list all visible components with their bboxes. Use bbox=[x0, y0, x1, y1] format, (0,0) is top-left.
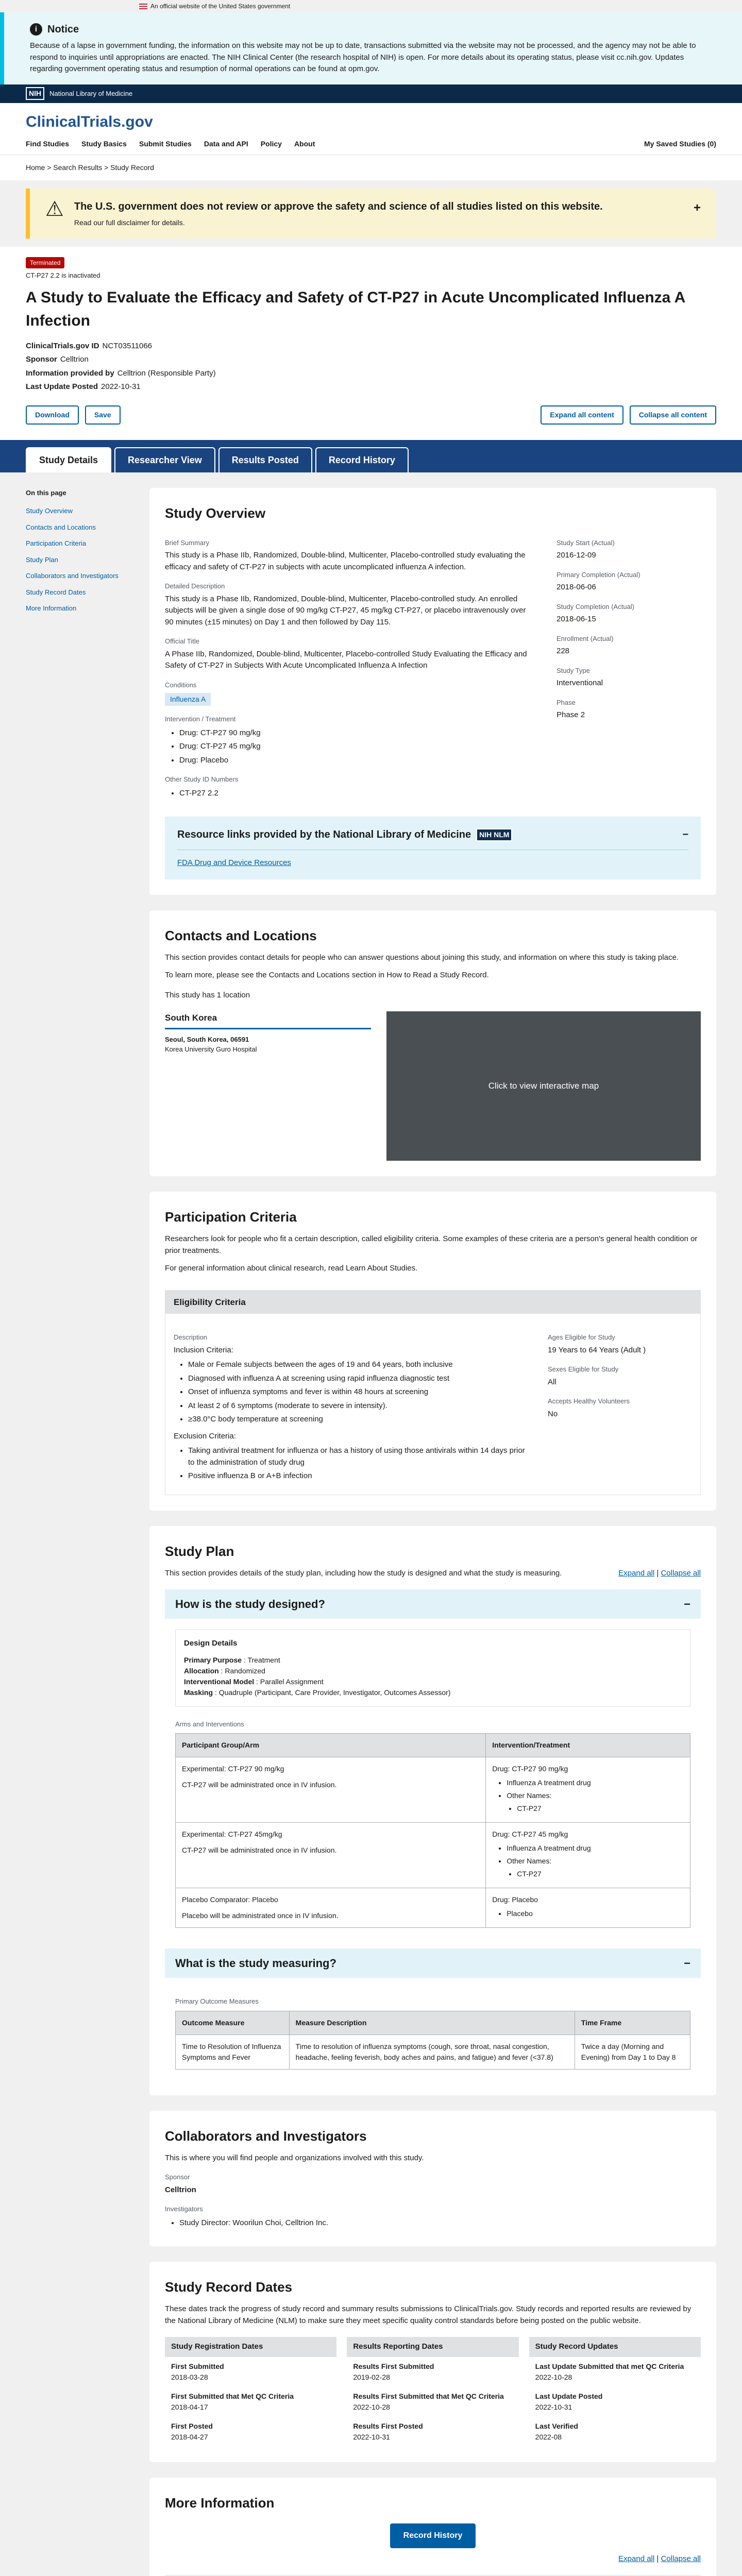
save-button[interactable]: Save bbox=[85, 405, 121, 425]
outcome-desc: Time to resolution of influenza symptoms (cough, sore throat, nasal congestion, headache, feeling feverish, body aches and pains, and fatigue) and fever (<37.8) bbox=[289, 2035, 575, 2069]
info-label: Information provided by bbox=[26, 368, 114, 378]
participation-title: Participation Criteria bbox=[165, 1209, 297, 1225]
purpose-value: Treatment bbox=[247, 1655, 280, 1664]
arms-table bbox=[175, 1733, 690, 1928]
inclusion-item: • At least 2 of 6 symptoms (moderate to severe in intensity). bbox=[188, 1400, 532, 1412]
nav-find-studies[interactable]: Find Studies bbox=[26, 139, 69, 148]
nct-id: NCT03511066 bbox=[102, 341, 152, 350]
arm-drug-item: • CT-P27 bbox=[517, 1869, 684, 1879]
arms-label: Arms and Interventions bbox=[175, 1720, 244, 1728]
date-value: 2018-04-17 bbox=[171, 2402, 208, 2411]
measure-accordion-header[interactable] bbox=[165, 1948, 701, 1978]
contacts-title: Contacts and Locations bbox=[165, 927, 317, 943]
design-details-title: Design Details bbox=[184, 1639, 238, 1648]
status-badge: Terminated bbox=[26, 257, 64, 268]
location-map[interactable] bbox=[386, 1011, 701, 1161]
last-update-label: Last Update Posted bbox=[26, 382, 98, 391]
study-start-value: 2016-12-09 bbox=[556, 551, 596, 560]
inclusion-item: • ≥38.0°C body temperature at screening bbox=[188, 1414, 532, 1426]
collaborators-section bbox=[149, 2111, 716, 2247]
more-expand-link[interactable]: Expand all bbox=[618, 2554, 655, 2563]
collapse-all-button[interactable]: Collapse all content bbox=[630, 405, 716, 425]
arm-name: Experimental: CT-P27 45mg/kg bbox=[182, 1830, 282, 1838]
study-tabs bbox=[0, 440, 742, 472]
outcome-time: Twice a day (Morning and Evening) from Day 1 to Day 8 bbox=[575, 2035, 690, 2069]
sponsor-value: Celltrion bbox=[60, 355, 89, 364]
more-collapse-link[interactable]: Collapse all bbox=[661, 2554, 701, 2563]
date-value: 2022-10-28 bbox=[353, 2402, 390, 2411]
registration-dates bbox=[165, 2337, 336, 2447]
study-meta bbox=[26, 341, 716, 393]
primary-completion-value: 2018-06-06 bbox=[556, 583, 596, 591]
toc-title: On this page bbox=[26, 488, 66, 497]
investigators-label: Investigators bbox=[165, 2205, 203, 2213]
nav-about[interactable]: About bbox=[294, 139, 315, 148]
date-value: 2019-02-28 bbox=[353, 2372, 390, 2381]
description-label: Description bbox=[174, 1333, 208, 1341]
nct-label: ClinicalTrials.gov ID bbox=[26, 341, 99, 350]
gov-banner-text: An official website of the United States government bbox=[150, 3, 291, 10]
eligibility-box bbox=[165, 1290, 701, 1495]
more-info-section: More Information Record History Expand all | Collapse all bbox=[149, 2478, 716, 2576]
toc-item-plan[interactable]: Study Plan bbox=[26, 555, 58, 564]
tab-record-history[interactable]: Record History bbox=[315, 447, 409, 472]
dates-title: Study Record Dates bbox=[165, 2279, 293, 2295]
date-label: First Submitted bbox=[171, 2362, 224, 2370]
arm-desc: CT-P27 will be administrated once in IV infusion. bbox=[182, 1781, 337, 1789]
date-label: Results First Posted bbox=[353, 2421, 423, 2430]
study-completion-value: 2018-06-15 bbox=[556, 615, 596, 623]
download-button[interactable]: Download bbox=[26, 405, 79, 425]
eligibility-title: Eligibility Criteria bbox=[165, 1291, 700, 1314]
date-value: 2022-10-28 bbox=[535, 2372, 572, 2381]
study-type-label: Study Type bbox=[556, 666, 590, 674]
condition-tag[interactable]: Influenza A bbox=[165, 693, 211, 706]
outcome-label: Primary Outcome Measures bbox=[175, 1997, 259, 2005]
date-value: 2018-04-27 bbox=[171, 2432, 208, 2441]
study-overview-section bbox=[149, 488, 716, 895]
inclusion-item: • Diagnosed with influenza A at screening using rapid influenza diagnostic test bbox=[188, 1373, 532, 1385]
arm-name: Experimental: CT-P27 90 mg/kg bbox=[182, 1765, 284, 1773]
sponsor-label: Sponsor bbox=[26, 355, 57, 364]
arm-desc: Placebo will be administrated once in IV infusion. bbox=[182, 1911, 339, 1920]
arm-drug-item: • CT-P27 bbox=[517, 1803, 684, 1814]
disclaimer-title: The U.S. government does not review or approve the safety and science of all studies listed on this website. bbox=[74, 200, 603, 212]
toc-item-dates[interactable]: Study Record Dates bbox=[26, 588, 86, 596]
toc-item-overview[interactable]: Study Overview bbox=[26, 507, 73, 515]
design-question[interactable]: How is the study designed? bbox=[175, 1598, 325, 1611]
study-completion-label: Study Completion (Actual) bbox=[556, 602, 635, 611]
interventions-label: Intervention / Treatment bbox=[165, 715, 236, 723]
collab-title: Collaborators and Investigators bbox=[165, 2128, 367, 2144]
overview-title: Study Overview bbox=[165, 505, 266, 521]
inclusion-label: Inclusion Criteria: bbox=[174, 1345, 233, 1354]
study-title: A Study to Evaluate the Efficacy and Safety of CT-P27 in Acute Uncomplicated Influenza A Infection bbox=[26, 289, 685, 329]
nlm-bar-text[interactable]: National Library of Medicine bbox=[49, 89, 133, 97]
design-accordion-header[interactable] bbox=[165, 1589, 701, 1619]
tab-results-posted[interactable]: Results Posted bbox=[218, 447, 312, 472]
ages-value: 19 Years to 64 Years (Adult ) bbox=[548, 1345, 646, 1354]
more-title: More Information bbox=[165, 2495, 275, 2511]
exclusion-item: • Positive influenza B or A+B infection bbox=[188, 1470, 532, 1482]
arm-desc: CT-P27 will be administrated once in IV infusion. bbox=[182, 1846, 337, 1854]
plan-body: This section provides details of the study plan, including how the study is designed and what the study is measuring. bbox=[165, 1568, 562, 1578]
sexes-value: All bbox=[548, 1377, 556, 1386]
design-accordion bbox=[165, 1589, 701, 1938]
date-value: 2022-08 bbox=[535, 2432, 562, 2441]
official-title-label: Official Title bbox=[165, 637, 199, 645]
dates-col-title: Study Record Updates bbox=[529, 2337, 701, 2357]
expand-all-button[interactable]: Expand all content bbox=[541, 405, 623, 425]
page-body bbox=[0, 472, 742, 2576]
purpose-label: Primary Purpose bbox=[184, 1655, 242, 1664]
date-value: 2018-03-28 bbox=[171, 2372, 208, 2381]
date-label: Last Verified bbox=[535, 2421, 578, 2430]
brief-summary: This study is a Phase IIb, Randomized, Double-blind, Multicenter, Placebo-controlled study evaluating the efficacy and safety of CT-P27 in subjects with acute uncomplicated influenza A infection. bbox=[165, 551, 526, 571]
contacts-section bbox=[149, 910, 716, 1177]
dates-col-title: Results Reporting Dates bbox=[347, 2337, 518, 2357]
measure-question[interactable]: What is the study measuring? bbox=[175, 1957, 336, 1970]
nlm-bar bbox=[0, 84, 742, 103]
arm-name: Placebo Comparator: Placebo bbox=[182, 1895, 278, 1904]
plan-expand-link[interactable]: Expand all bbox=[618, 1568, 655, 1578]
on-this-page-nav bbox=[26, 488, 134, 2576]
nav-submit-studies[interactable]: Submit Studies bbox=[139, 139, 192, 148]
detailed-description: This study is a Phase IIb, Randomized, Double-blind, Multicenter, Placebo-controlled study. An enrolled subjects will be given a single dose of 90 mg/kg CT-P27, 45 mg/kg CT-P27, or placebo intravenously over 90 minutes (±15 minutes) on Day 1 and then followed by Day 115. bbox=[165, 594, 526, 626]
intervention-item: • Drug: CT-P27 45 mg/kg bbox=[179, 741, 536, 753]
arm-drug: Drug: Placebo bbox=[492, 1895, 538, 1904]
measure-accordion bbox=[165, 1948, 701, 2080]
date-value: 2022-10-31 bbox=[535, 2402, 572, 2411]
overview-sidebar bbox=[556, 530, 701, 802]
contacts-learn: To learn more, please see the Contacts and Locations section in How to Read a Study Record. bbox=[165, 971, 489, 979]
info-icon: i bbox=[30, 23, 42, 36]
nlm-resources bbox=[165, 817, 701, 879]
site-city: Seoul, South Korea, 06591 bbox=[165, 1035, 249, 1043]
results-dates bbox=[347, 2337, 518, 2447]
intervention-item: • Drug: CT-P27 90 mg/kg bbox=[179, 727, 536, 739]
inclusion-item: • Male or Female subjects between the ages of 19 and 64 years, both inclusive bbox=[188, 1359, 532, 1371]
model-label: Interventional Model bbox=[184, 1677, 255, 1686]
arm-drug-item: • Influenza A treatment drug bbox=[507, 1843, 684, 1854]
info-value: Celltrion (Responsible Party) bbox=[117, 368, 216, 378]
record-history-button[interactable]: Record History bbox=[390, 2523, 476, 2548]
participation-body: Researchers look for people who fit a certain description, called eligibility criteria. Some examples of these criteria are a person's general health condition or prior treatments. bbox=[165, 1234, 698, 1255]
outcome-header: Measure Description bbox=[289, 2011, 575, 2035]
gov-banner bbox=[0, 0, 742, 12]
saved-studies-link[interactable]: My Saved Studies (0) bbox=[644, 139, 716, 148]
nav-data-api[interactable]: Data and API bbox=[204, 139, 248, 148]
phase-value: Phase 2 bbox=[556, 710, 585, 719]
dates-body: These dates track the progress of study record and summary results submissions to ClinicalTrials.gov. Study records and reported results are reviewed by the National Library of Medicine (NLM) to make sure they meet specific quality control standards before being posted on the public website. bbox=[165, 2304, 692, 2325]
country-heading: South Korea bbox=[165, 1011, 371, 1029]
collapse-minus-icon[interactable]: − bbox=[684, 1598, 690, 1611]
participation-general: For general information about clinical research, read Learn About Studies. bbox=[165, 1264, 418, 1273]
date-label: First Posted bbox=[171, 2421, 213, 2430]
main-nav bbox=[26, 139, 716, 155]
map-label[interactable]: Click to view interactive map bbox=[488, 1081, 599, 1091]
design-details-box: Design Details Primary Purpose : Treatment Allocation : Randomized Interventional Model : Parallel Assignment Masking : Quadruple (Participant, Care Provider, Investigator, Outcomes Assessor) bbox=[175, 1629, 690, 1707]
toc-item-participation[interactable]: Participation Criteria bbox=[26, 539, 87, 547]
site-header bbox=[0, 103, 742, 155]
funding-notice bbox=[0, 12, 742, 84]
location-count: This study has 1 location bbox=[165, 990, 250, 999]
arm-drug: Drug: CT-P27 45 mg/kg bbox=[492, 1830, 568, 1838]
conditions-label: Conditions bbox=[165, 681, 197, 689]
table-row bbox=[176, 1757, 690, 1823]
outcome-measure: Time to Resolution of Influenza Symptoms and Fever bbox=[176, 2035, 290, 2069]
collab-sponsor: Celltrion bbox=[165, 2185, 196, 2194]
arms-header-group: Participant Group/Arm bbox=[176, 1734, 486, 1757]
study-plan-section: Study Plan This section provides details of the study plan, including how the study is designed and what the study is measuring. Expand all | Collapse all How is the study designed? − Design Details Primary Purpose : Treatment Allocation : Randomized Interventional Model : Parallel Assignment Masking : Quadruple (Participant, Care Provider, Investigator, Outcomes Assessor) Arms and Interventions Participant Group/Arm Intervention/Treatment Experimental: CT-P27 90 mg/kg CT-P27 will be administrated once in IV infusion. Drug: CT-P27 90 mg/kg • Influenza A treatment drug • Other Names: • CT-P27 Experimental: CT-P27 45mg/kg CT-P27 will be administrated once in IV infusion. Drug: CT-P27 45 mg/kg • Influenza A treatment drug • Other Names: • CT-P27 Placebo Comparator: Placebo Placebo will be administrated once in IV infusion. Drug: Placebo • Placebo What is the study measuring? − Primary Outcome Measures Outcome Measure Measure Description Time Frame Time to Resolution of Influenza Symptoms and Fever Time to resolution of influenza symptoms (cough, sore throat, nasal congestion, headache, feeling feverish, body aches and pains, and fatigue) and fever (<37.8) Twice a day (Morning and Evening) from Day 1 to Day 8 bbox=[149, 1526, 716, 2095]
enrollment-value: 228 bbox=[556, 647, 570, 655]
plan-title: Study Plan bbox=[165, 1543, 234, 1559]
breadcrumb[interactable]: Home > Search Results > Study Record bbox=[0, 155, 742, 180]
contacts-body: This section provides contact details for people who can answer questions about joining this study, and information on where this study is taking place. bbox=[165, 953, 679, 962]
brief-summary-label: Brief Summary bbox=[165, 538, 209, 547]
outcome-header: Outcome Measure bbox=[176, 2011, 290, 2035]
toc-item-more-info[interactable]: More Information bbox=[26, 604, 77, 612]
collab-body: This is where you will find people and organizations involved with this study. bbox=[165, 2153, 424, 2162]
arms-header-intervention: Intervention/Treatment bbox=[486, 1734, 690, 1757]
ages-label: Ages Eligible for Study bbox=[548, 1333, 615, 1341]
dates-col-title: Study Registration Dates bbox=[165, 2337, 336, 2357]
main-content bbox=[149, 488, 716, 2576]
toc-item-contacts[interactable]: Contacts and Locations bbox=[26, 523, 96, 531]
outcome-table bbox=[175, 2011, 690, 2070]
date-value: 2022-10-31 bbox=[353, 2432, 390, 2441]
status-note: CT-P27 2.2 is inactivated bbox=[26, 272, 100, 279]
table-row bbox=[176, 1888, 690, 1928]
date-label: First Submitted that Met QC Criteria bbox=[171, 2392, 294, 2400]
exclusion-item: • Taking antiviral treatment for influenza or has a history of using those antivirals within 14 days prior to the administration of study drug bbox=[188, 1445, 532, 1468]
outcome-header: Time Frame bbox=[575, 2011, 690, 2035]
tab-researcher-view[interactable]: Researcher View bbox=[114, 447, 215, 472]
arm-drug-item: • Other Names: bbox=[507, 1790, 684, 1801]
model-value: Parallel Assignment bbox=[260, 1677, 324, 1686]
masking-label: Masking bbox=[184, 1688, 213, 1697]
disclaimer-body: Read our full disclaimer for details. bbox=[74, 218, 185, 227]
warning-icon: ⚠ bbox=[45, 197, 64, 221]
us-flag-icon bbox=[139, 4, 147, 9]
notice-body: Because of a lapse in government funding, the information on this website may not be up to date, transactions submitted via the website may not be processed, and the agency may not be able to respond to inquiries until appropriations are enacted. The NIH Clinical Center (the research hospital of NIH) is open. For more details about its operating status, please visit cc.nih.gov. Updates regarding government operating status and resumption of normal operations can be found at opm.gov. bbox=[30, 41, 696, 73]
sexes-label: Sexes Eligible for Study bbox=[548, 1365, 619, 1373]
volunteers-label: Accepts Healthy Volunteers bbox=[548, 1397, 630, 1405]
date-label: Last Update Posted bbox=[535, 2392, 603, 2400]
study-start-label: Study Start (Actual) bbox=[556, 538, 615, 547]
collapse-minus-icon[interactable]: − bbox=[682, 829, 688, 840]
disclaimer-alert bbox=[26, 189, 716, 239]
enrollment-label: Enrollment (Actual) bbox=[556, 634, 614, 642]
nlm-logo-icon[interactable]: NIH bbox=[26, 87, 44, 100]
primary-completion-label: Primary Completion (Actual) bbox=[556, 570, 640, 579]
allocation-label: Allocation bbox=[184, 1666, 219, 1675]
arm-drug-item: • Influenza A treatment drug bbox=[507, 1777, 684, 1788]
last-update-value: 2022-10-31 bbox=[101, 382, 141, 391]
nlm-resource-title: Resource links provided by the National Library of Medicine bbox=[177, 829, 471, 840]
site-brand[interactable]: ClinicalTrials.gov bbox=[26, 113, 153, 130]
plan-collapse-link[interactable]: Collapse all bbox=[661, 1568, 701, 1578]
site-name: Korea University Guro Hospital bbox=[165, 1045, 257, 1053]
fda-resources-link[interactable]: FDA Drug and Device Resources bbox=[177, 858, 291, 867]
phase-label: Phase bbox=[556, 698, 576, 706]
table-row bbox=[176, 1823, 690, 1888]
study-header bbox=[0, 247, 742, 440]
other-ids-label: Other Study ID Numbers bbox=[165, 775, 239, 783]
study-actions bbox=[26, 405, 716, 425]
arm-drug: Drug: CT-P27 90 mg/kg bbox=[492, 1765, 568, 1773]
table-row bbox=[176, 2035, 690, 2069]
volunteers-value: No bbox=[548, 1409, 558, 1418]
allocation-value: Randomized bbox=[225, 1666, 265, 1675]
investigator-item: • Study Director: Woorilun Choi, Celltrion Inc. bbox=[179, 2217, 701, 2229]
detailed-description-label: Detailed Description bbox=[165, 582, 225, 590]
exclusion-label: Exclusion Criteria: bbox=[174, 1431, 236, 1440]
nlm-badge-icon: NIH NLM bbox=[476, 828, 512, 841]
intervention-item: • Drug: Placebo bbox=[179, 755, 536, 767]
masking-value: Quadruple (Participant, Care Provider, Investigator, Outcomes Assessor) bbox=[218, 1688, 451, 1697]
collab-sponsor-label: Sponsor bbox=[165, 2173, 190, 2181]
study-type-value: Interventional bbox=[556, 679, 603, 687]
update-dates bbox=[529, 2337, 701, 2447]
tab-study-details[interactable]: Study Details bbox=[26, 447, 111, 472]
arm-drug-item: • Placebo bbox=[507, 1908, 684, 1919]
expand-plus-icon[interactable]: + bbox=[693, 200, 701, 215]
record-dates-section bbox=[149, 2262, 716, 2462]
collapse-minus-icon[interactable]: − bbox=[684, 1957, 690, 1970]
arm-drug-item: • Other Names: bbox=[507, 1856, 684, 1867]
toc-item-collaborators[interactable]: Collaborators and Investigators bbox=[26, 572, 119, 580]
date-label: Last Update Submitted that met QC Criteria bbox=[535, 2362, 684, 2370]
inclusion-item: • Onset of influenza symptoms and fever is within 48 hours at screening bbox=[188, 1386, 532, 1398]
nav-policy[interactable]: Policy bbox=[260, 139, 282, 148]
notice-title: Notice bbox=[47, 24, 79, 35]
date-label: Results First Submitted bbox=[353, 2362, 434, 2370]
nav-study-basics[interactable]: Study Basics bbox=[81, 139, 127, 148]
official-title: A Phase IIb, Randomized, Double-blind, Multicenter, Placebo-controlled Study Evaluating the Efficacy and Safety of CT-P27 in Subjects With Acute Uncomplicated Influenza A Infection bbox=[165, 649, 527, 670]
participation-section bbox=[149, 1192, 716, 1511]
other-id-item: • CT-P27 2.2 bbox=[179, 788, 536, 800]
date-label: Results First Submitted that Met QC Criteria bbox=[353, 2392, 504, 2400]
